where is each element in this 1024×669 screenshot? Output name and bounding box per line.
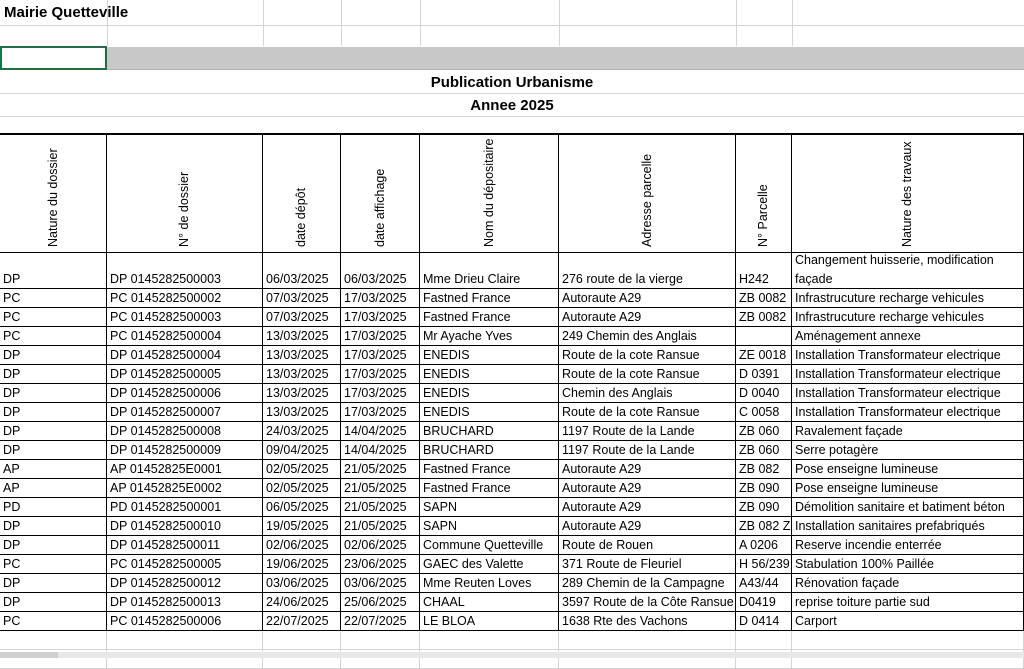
table-cell[interactable]: 21/05/2025: [341, 517, 420, 536]
table-row[interactable]: [0, 327, 1024, 346]
table-cell[interactable]: ZB 0082: [736, 308, 792, 327]
table-cell[interactable]: DP 0145282500003: [107, 251, 263, 289]
table-cell[interactable]: Mme Drieu Claire: [420, 251, 559, 289]
table-cell[interactable]: Installation sanitaires prefabriqués: [792, 517, 1024, 536]
table-cell[interactable]: ZE 0018: [736, 346, 792, 365]
table-cell[interactable]: Route de la cote Ransue: [559, 365, 736, 384]
table-cell[interactable]: 13/03/2025: [263, 327, 341, 346]
year-title: Annee 2025: [470, 97, 554, 114]
table-cell[interactable]: H 56/239: [736, 555, 792, 574]
column-header-label: Nature des travaux: [900, 141, 914, 247]
table-cell[interactable]: A43/44: [736, 574, 792, 593]
table-cell[interactable]: Changement huisserie, modification façade: [792, 251, 1024, 289]
table-row[interactable]: [0, 289, 1024, 308]
table-cell[interactable]: DP: [0, 403, 107, 422]
column-header: [420, 135, 559, 253]
column-header: [107, 135, 263, 253]
table-cell[interactable]: PC: [0, 308, 107, 327]
table-cell[interactable]: PD: [0, 498, 107, 517]
column-header-row: [0, 133, 1024, 253]
table-cell[interactable]: 249 Chemin des Anglais: [559, 327, 736, 346]
table-cell[interactable]: BRUCHARD: [420, 441, 559, 460]
table-cell[interactable]: 09/04/2025: [263, 441, 341, 460]
table-cell[interactable]: 17/03/2025: [341, 289, 420, 308]
table-cell[interactable]: Carport: [792, 612, 1024, 631]
table-cell[interactable]: Mr Ayache Yves: [420, 327, 559, 346]
column-header: [792, 135, 1024, 253]
table-cell[interactable]: 19/05/2025: [263, 517, 341, 536]
column-header: [341, 135, 420, 253]
table-cell[interactable]: DP 0145282500004: [107, 346, 263, 365]
table-row[interactable]: [0, 479, 1024, 498]
table-cell[interactable]: 02/06/2025: [341, 536, 420, 555]
table-cell[interactable]: 276 route de la vierge: [559, 251, 736, 289]
empty-cell[interactable]: [559, 631, 736, 650]
table-cell[interactable]: 21/05/2025: [341, 479, 420, 498]
table-cell[interactable]: 17/03/2025: [341, 365, 420, 384]
table-cell[interactable]: 13/03/2025: [263, 384, 341, 403]
table-row[interactable]: [0, 593, 1024, 612]
empty-cell[interactable]: [0, 631, 107, 650]
table-cell[interactable]: 17/03/2025: [341, 327, 420, 346]
table-cell[interactable]: ZB 082: [736, 460, 792, 479]
table-cell[interactable]: Infrastrucuture recharge vehicules: [792, 289, 1024, 308]
table-cell[interactable]: 06/03/2025: [341, 251, 420, 289]
table-cell[interactable]: PC: [0, 612, 107, 631]
table-cell[interactable]: ZB 060: [736, 422, 792, 441]
table-cell[interactable]: 03/06/2025: [341, 574, 420, 593]
table-cell[interactable]: 17/03/2025: [341, 384, 420, 403]
empty-row: [0, 631, 1024, 650]
table-cell[interactable]: DP: [0, 536, 107, 555]
table-row[interactable]: [0, 536, 1024, 555]
table-cell[interactable]: Serre potagère: [792, 441, 1024, 460]
table-cell[interactable]: 07/03/2025: [263, 308, 341, 327]
table-cell[interactable]: DP: [0, 251, 107, 289]
table-cell[interactable]: DP 0145282500007: [107, 403, 263, 422]
table-cell[interactable]: Infrastrucuture recharge vehicules: [792, 308, 1024, 327]
table-cell[interactable]: CHAAL: [420, 593, 559, 612]
table-row[interactable]: [0, 517, 1024, 536]
table-cell[interactable]: PD 0145282500001: [107, 498, 263, 517]
table-cell[interactable]: Autoraute A29: [559, 289, 736, 308]
table-cell[interactable]: Ravalement façade: [792, 422, 1024, 441]
table-cell[interactable]: Mme Reuten Loves: [420, 574, 559, 593]
table-cell[interactable]: 02/05/2025: [263, 460, 341, 479]
column-header: [736, 135, 792, 253]
table-cell[interactable]: 13/03/2025: [263, 346, 341, 365]
table-cell[interactable]: 289 Chemin de la Campagne: [559, 574, 736, 593]
table-cell[interactable]: 13/03/2025: [263, 365, 341, 384]
table-cell[interactable]: ZB 090: [736, 498, 792, 517]
table-cell[interactable]: 1638 Rte des Vachons: [559, 612, 736, 631]
table-cell[interactable]: 14/04/2025: [341, 441, 420, 460]
empty-cell[interactable]: [263, 631, 341, 650]
table-cell[interactable]: DP 0145282500011: [107, 536, 263, 555]
table-cell[interactable]: Aménagement annexe: [792, 327, 1024, 346]
table-cell[interactable]: 13/03/2025: [263, 403, 341, 422]
column-header-label: date dépôt: [294, 187, 308, 247]
table-cell[interactable]: 07/03/2025: [263, 289, 341, 308]
table-cell[interactable]: 25/06/2025: [341, 593, 420, 612]
table-row[interactable]: [0, 251, 1024, 289]
table-cell[interactable]: GAEC des Valette: [420, 555, 559, 574]
table-cell[interactable]: Installation Transformateur electrique: [792, 403, 1024, 422]
table-cell[interactable]: AP 01452825E0002: [107, 479, 263, 498]
table-cell[interactable]: D0419: [736, 593, 792, 612]
table-cell[interactable]: PC 0145282500005: [107, 555, 263, 574]
column-header-label: Nature du dossier: [45, 148, 60, 247]
column-header-label: date affichage: [372, 168, 387, 247]
column-header: [263, 135, 341, 253]
table-cell[interactable]: AP: [0, 460, 107, 479]
table-cell[interactable]: Commune Quetteville: [420, 536, 559, 555]
table-cell[interactable]: PC 0145282500004: [107, 327, 263, 346]
table-cell[interactable]: DP: [0, 517, 107, 536]
table-cell[interactable]: ENEDIS: [420, 384, 559, 403]
column-header: [0, 135, 107, 253]
table-cell[interactable]: PC 0145282500002: [107, 289, 263, 308]
table-cell[interactable]: PC: [0, 555, 107, 574]
table-cell[interactable]: Fastned France: [420, 479, 559, 498]
sheet-tab-bar: [0, 652, 1024, 658]
table-cell[interactable]: Autoraute A29: [559, 308, 736, 327]
table-cell[interactable]: Pose enseigne lumineuse: [792, 479, 1024, 498]
table-cell[interactable]: Autoraute A29: [559, 517, 736, 536]
table-cell[interactable]: DP: [0, 346, 107, 365]
table-cell[interactable]: DP 0145282500008: [107, 422, 263, 441]
table-cell[interactable]: 17/03/2025: [341, 346, 420, 365]
table-cell[interactable]: DP 0145282500009: [107, 441, 263, 460]
table-cell[interactable]: Installation Transformateur electrique: [792, 346, 1024, 365]
active-cell[interactable]: [0, 46, 107, 70]
table-cell[interactable]: 22/07/2025: [341, 612, 420, 631]
sheet-tab[interactable]: [0, 652, 58, 658]
empty-cell[interactable]: [792, 631, 1024, 650]
table-cell[interactable]: Pose enseigne lumineuse: [792, 460, 1024, 479]
table-row[interactable]: [0, 384, 1024, 403]
empty-cell[interactable]: [341, 631, 420, 650]
table-cell[interactable]: 22/07/2025: [263, 612, 341, 631]
table-cell[interactable]: 17/03/2025: [341, 403, 420, 422]
table-cell[interactable]: 06/03/2025: [263, 251, 341, 289]
table-cell[interactable]: BRUCHARD: [420, 422, 559, 441]
table-row[interactable]: [0, 612, 1024, 631]
table-cell[interactable]: Reserve incendie enterrée: [792, 536, 1024, 555]
empty-cell[interactable]: [420, 631, 559, 650]
table-cell[interactable]: [736, 327, 792, 346]
table-cell[interactable]: ZB 082 Z: [736, 517, 792, 536]
table-cell[interactable]: Autoraute A29: [559, 460, 736, 479]
table-cell[interactable]: Installation Transformateur electrique: [792, 384, 1024, 403]
table-cell[interactable]: Installation Transformateur electrique: [792, 365, 1024, 384]
sheet-title: Mairie Quetteville: [4, 4, 129, 21]
table-cell[interactable]: DP 0145282500012: [107, 574, 263, 593]
column-header-label: Nom du dépositaire: [481, 138, 496, 247]
table-row[interactable]: [0, 498, 1024, 517]
gray-filled-cells: [107, 47, 1024, 70]
table-cell[interactable]: Rénovation façade: [792, 574, 1024, 593]
table-row[interactable]: [0, 308, 1024, 327]
table-cell[interactable]: DP: [0, 593, 107, 612]
column-header: [559, 135, 736, 253]
table-cell[interactable]: DP: [0, 574, 107, 593]
table-cell[interactable]: ZB 0082: [736, 289, 792, 308]
table-cell[interactable]: 17/03/2025: [341, 308, 420, 327]
table-cell[interactable]: Route de la cote Ransue: [559, 346, 736, 365]
table-cell[interactable]: DP: [0, 441, 107, 460]
empty-cell[interactable]: [107, 631, 263, 650]
table-row[interactable]: [0, 555, 1024, 574]
table-cell[interactable]: Démolition sanitaire et batiment béton: [792, 498, 1024, 517]
table-cell[interactable]: 02/06/2025: [263, 536, 341, 555]
table-cell[interactable]: Fastned France: [420, 289, 559, 308]
table-cell[interactable]: LE BLOA: [420, 612, 559, 631]
table-cell[interactable]: DP 0145282500005: [107, 365, 263, 384]
table-cell[interactable]: DP: [0, 384, 107, 403]
table-cell[interactable]: PC 0145282500006: [107, 612, 263, 631]
table-row[interactable]: [0, 365, 1024, 384]
table-cell[interactable]: 19/06/2025: [263, 555, 341, 574]
table-cell[interactable]: 21/05/2025: [341, 460, 420, 479]
table-row[interactable]: [0, 422, 1024, 441]
table-cell[interactable]: Autoraute A29: [559, 479, 736, 498]
table-cell[interactable]: ZB 060: [736, 441, 792, 460]
table-cell[interactable]: ENEDIS: [420, 365, 559, 384]
table-cell[interactable]: PC: [0, 289, 107, 308]
selected-row: [0, 46, 1024, 70]
table-cell[interactable]: ENEDIS: [420, 403, 559, 422]
table-cell[interactable]: 14/04/2025: [341, 422, 420, 441]
column-header-label: Adresse parcelle: [639, 153, 654, 247]
table-cell[interactable]: reprise toiture partie sud: [792, 593, 1024, 612]
table-cell[interactable]: 1197 Route de la Lande: [559, 422, 736, 441]
table-cell[interactable]: C 0058: [736, 403, 792, 422]
table-cell[interactable]: 03/06/2025: [263, 574, 341, 593]
table-cell[interactable]: Route de la cote Ransue: [559, 403, 736, 422]
table-cell[interactable]: D 0414: [736, 612, 792, 631]
empty-cell[interactable]: [736, 631, 792, 650]
table-row[interactable]: [0, 460, 1024, 479]
table-cell[interactable]: 1197 Route de la Lande: [559, 441, 736, 460]
table-cell[interactable]: Route de Rouen: [559, 536, 736, 555]
table-cell[interactable]: Chemin des Anglais: [559, 384, 736, 403]
table-row[interactable]: [0, 441, 1024, 460]
table-cell[interactable]: SAPN: [420, 517, 559, 536]
publication-title: Publication Urbanisme: [430, 74, 594, 91]
table-cell[interactable]: 23/06/2025: [341, 555, 420, 574]
table-row[interactable]: [0, 403, 1024, 422]
table-cell[interactable]: ZB 090: [736, 479, 792, 498]
table-cell[interactable]: 24/03/2025: [263, 422, 341, 441]
table-cell[interactable]: Autoraute A29: [559, 498, 736, 517]
table-row[interactable]: [0, 574, 1024, 593]
table-cell[interactable]: DP 0145282500006: [107, 384, 263, 403]
table-cell[interactable]: H242: [736, 251, 792, 289]
table-row[interactable]: [0, 346, 1024, 365]
table-cell[interactable]: 06/05/2025: [263, 498, 341, 517]
table-cell[interactable]: DP: [0, 365, 107, 384]
column-header-label: N° Parcelle: [756, 184, 770, 247]
table-cell[interactable]: Fastned France: [420, 460, 559, 479]
table-cell[interactable]: DP 0145282500013: [107, 593, 263, 612]
table-cell[interactable]: PC 0145282500003: [107, 308, 263, 327]
table-cell[interactable]: D 0391: [736, 365, 792, 384]
table-cell[interactable]: Stabulation 100% Paillée: [792, 555, 1024, 574]
table-cell[interactable]: AP: [0, 479, 107, 498]
table-cell[interactable]: 371 Route de Fleuriel: [559, 555, 736, 574]
table-cell[interactable]: ENEDIS: [420, 346, 559, 365]
table-cell[interactable]: DP: [0, 422, 107, 441]
table-cell[interactable]: AP 01452825E0001: [107, 460, 263, 479]
table-cell[interactable]: PC: [0, 327, 107, 346]
table-cell[interactable]: 24/06/2025: [263, 593, 341, 612]
table-cell[interactable]: DP 0145282500010: [107, 517, 263, 536]
table-cell[interactable]: 02/05/2025: [263, 479, 341, 498]
table-cell[interactable]: 3597 Route de la Côte Ransue: [559, 593, 736, 612]
table-cell[interactable]: Fastned France: [420, 308, 559, 327]
table-cell[interactable]: 21/05/2025: [341, 498, 420, 517]
column-header-label: N° de dossier: [177, 171, 191, 247]
table-cell[interactable]: A 0206: [736, 536, 792, 555]
table-cell[interactable]: SAPN: [420, 498, 559, 517]
table-cell[interactable]: D 0040: [736, 384, 792, 403]
